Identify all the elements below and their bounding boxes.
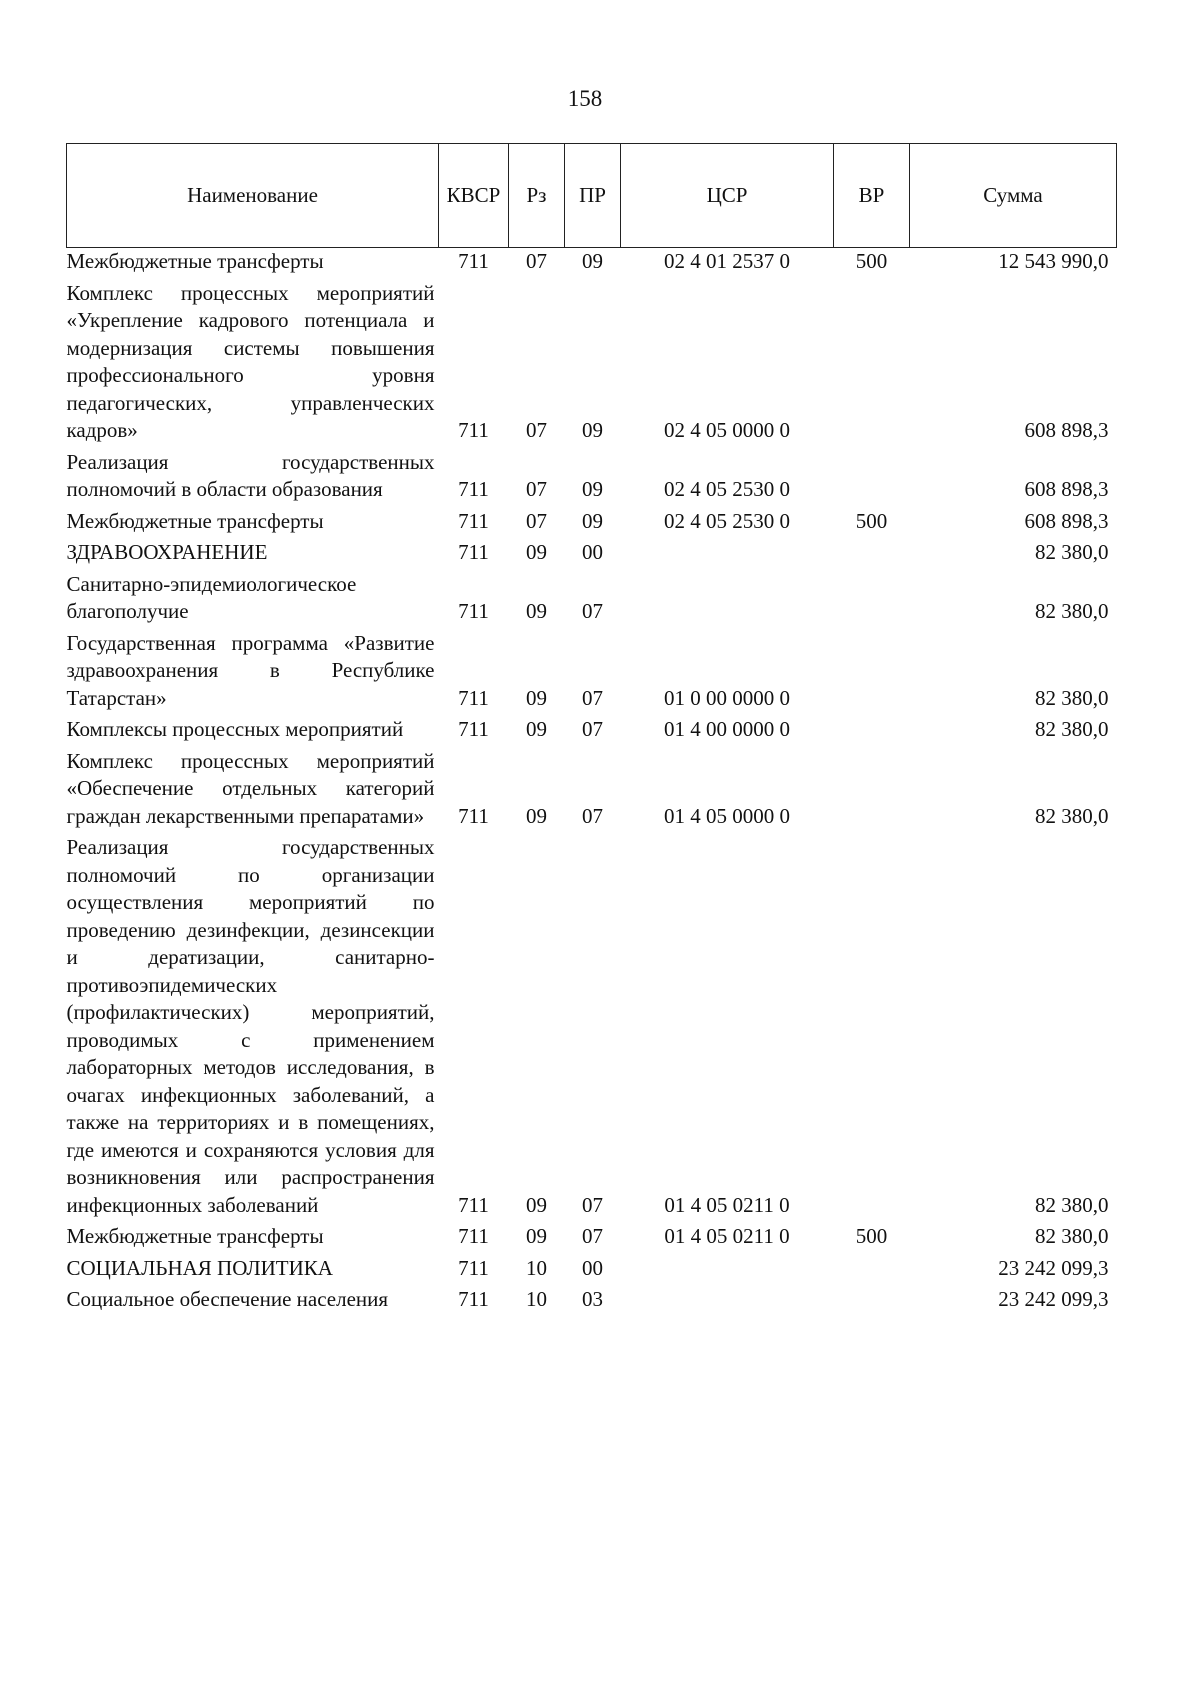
cell-pr: 09 [582,508,603,533]
table-row [67,744,1117,831]
cell-vr [834,830,910,1219]
cell-pr: 09 [582,418,603,442]
cell-sum: 82 380,0 [1035,717,1109,741]
table-row [67,1251,1117,1283]
cell-kvsr: 711 [458,540,489,564]
cell-rz: 10 [526,1287,547,1311]
header-vr: ВР [834,144,910,248]
cell-rz: 09 [526,803,547,828]
cell-pr: 00 [582,540,603,564]
cell-vr [834,626,910,713]
table-row [67,445,1117,504]
cell-name: ЗДРАВООХРАНЕНИЕ [66,540,268,564]
cell-kvsr: 711 [458,599,489,623]
budget-table [66,143,1117,1314]
cell-name: Реализация государственных полномочий в области образования [66,449,435,501]
page-number: 158 [567,86,603,111]
cell-kvsr: 711 [458,508,489,533]
cell-vr [834,1251,910,1283]
cell-name: Комплексы процессных мероприятий [66,717,404,741]
header-name: Наименование [67,144,439,248]
cell-csr: 01 0 00 0000 0 [664,685,790,710]
table-row [67,276,1117,445]
cell-name: Комплекс процессных мероприятий «Обеспечение отдельных категорий граждан лекарственными препаратами» [66,748,435,828]
cell-pr: 07 [582,685,603,710]
cell-csr: 02 4 05 2530 0 [664,477,790,501]
table-row [67,504,1117,536]
table-row [67,535,1117,567]
cell-name: СОЦИАЛЬНАЯ ПОЛИТИКА [66,1255,333,1280]
cell-csr: 01 4 05 0211 0 [664,1192,790,1217]
cell-name: Реализация государственных полномочий по организации осуществления мероприятий по проведению дезинфекции, дезинсекции и дератизации, санитарно-противоэпидемических (профилактических) мероприятий, проводимых с применением лабораторных методов исследования, в очагах инфекционных заболеваний, а также на территориях и в помещениях, где имеются и сохраняются условия для возникновения или распространения инфекционных заболеваний [66,835,435,1217]
cell-rz: 07 [526,418,547,442]
cell-csr: 02 4 05 2530 0 [664,508,790,533]
cell-kvsr: 711 [458,249,489,273]
cell-pr: 00 [582,1255,603,1280]
cell-rz: 09 [526,540,547,564]
cell-name: Межбюджетные трансферты [66,249,324,273]
cell-csr: 02 4 05 0000 0 [664,418,790,442]
cell-sum: 12 543 990,0 [998,249,1109,273]
cell-csr: 01 4 00 0000 0 [664,717,790,741]
cell-pr: 09 [582,477,603,501]
header-kvsr: КВСР [439,144,509,248]
cell-name: Государственная программа «Развитие здравоохранения в Республике Татарстан» [66,630,435,710]
cell-csr: 01 4 05 0000 0 [664,803,790,828]
cell-kvsr: 711 [458,803,489,828]
table-header [67,144,1117,248]
cell-rz: 09 [526,685,547,710]
cell-kvsr: 711 [458,1192,489,1217]
cell-vr: 500 [855,508,888,533]
cell-vr: 500 [855,249,888,273]
table-row [67,1282,1117,1314]
table-body [67,248,1117,1314]
cell-name: Комплекс процессных мероприятий «Укрепление кадрового потенциала и модернизация системы повышения профессионального уровня педагогических, управленческих кадров» [66,280,435,442]
cell-kvsr: 711 [458,685,489,710]
cell-rz: 09 [526,1224,547,1248]
cell-rz: 10 [526,1255,547,1280]
cell-pr: 07 [582,717,603,741]
cell-sum: 608 898,3 [1024,418,1109,442]
cell-pr: 09 [582,249,603,273]
cell-sum: 82 380,0 [1035,1224,1109,1248]
cell-csr [621,567,834,626]
table-row [67,712,1117,744]
cell-sum: 23 242 099,3 [998,1255,1109,1280]
cell-kvsr: 711 [458,717,489,741]
cell-rz: 07 [526,249,547,273]
cell-csr [621,535,834,567]
cell-vr [834,535,910,567]
cell-csr [621,1282,834,1314]
header-sum: Сумма [910,144,1117,248]
header-rz: Рз [509,144,565,248]
cell-csr: 02 4 01 2537 0 [664,249,790,273]
cell-kvsr: 711 [458,418,489,442]
cell-vr [834,276,910,445]
cell-name: Социальное обеспечение населения [66,1287,389,1311]
cell-sum: 82 380,0 [1035,803,1109,828]
table-row [67,830,1117,1219]
cell-sum: 82 380,0 [1035,540,1109,564]
cell-sum: 82 380,0 [1035,685,1109,710]
header-csr: ЦСР [621,144,834,248]
table-row [67,567,1117,626]
cell-pr: 07 [582,1192,603,1217]
cell-pr: 07 [582,803,603,828]
cell-vr [834,1282,910,1314]
cell-sum: 608 898,3 [1024,508,1109,533]
cell-name: Санитарно-эпидемиологическое благополучие [66,571,357,623]
cell-csr: 01 4 05 0211 0 [664,1224,790,1248]
cell-rz: 09 [526,599,547,623]
cell-sum: 23 242 099,3 [998,1287,1109,1311]
table-row [67,248,1117,276]
cell-kvsr: 711 [458,1287,489,1311]
cell-vr [834,744,910,831]
cell-name: Межбюджетные трансферты [66,508,324,533]
cell-sum: 608 898,3 [1024,477,1109,501]
cell-csr [621,1251,834,1283]
cell-vr [834,567,910,626]
cell-sum: 82 380,0 [1035,1192,1109,1217]
cell-rz: 09 [526,717,547,741]
cell-pr: 07 [582,599,603,623]
cell-rz: 07 [526,508,547,533]
table-row [67,626,1117,713]
cell-kvsr: 711 [458,1255,489,1280]
header-pr: ПР [565,144,621,248]
cell-rz: 07 [526,477,547,501]
cell-kvsr: 711 [458,477,489,501]
cell-vr [834,712,910,744]
cell-sum: 82 380,0 [1035,599,1109,623]
cell-vr [834,445,910,504]
cell-kvsr: 711 [458,1224,489,1248]
table-row [67,1219,1117,1251]
cell-vr: 500 [855,1224,888,1248]
cell-name: Межбюджетные трансферты [66,1224,324,1248]
cell-pr: 07 [582,1224,603,1248]
cell-rz: 09 [526,1192,547,1217]
cell-pr: 03 [582,1287,603,1311]
